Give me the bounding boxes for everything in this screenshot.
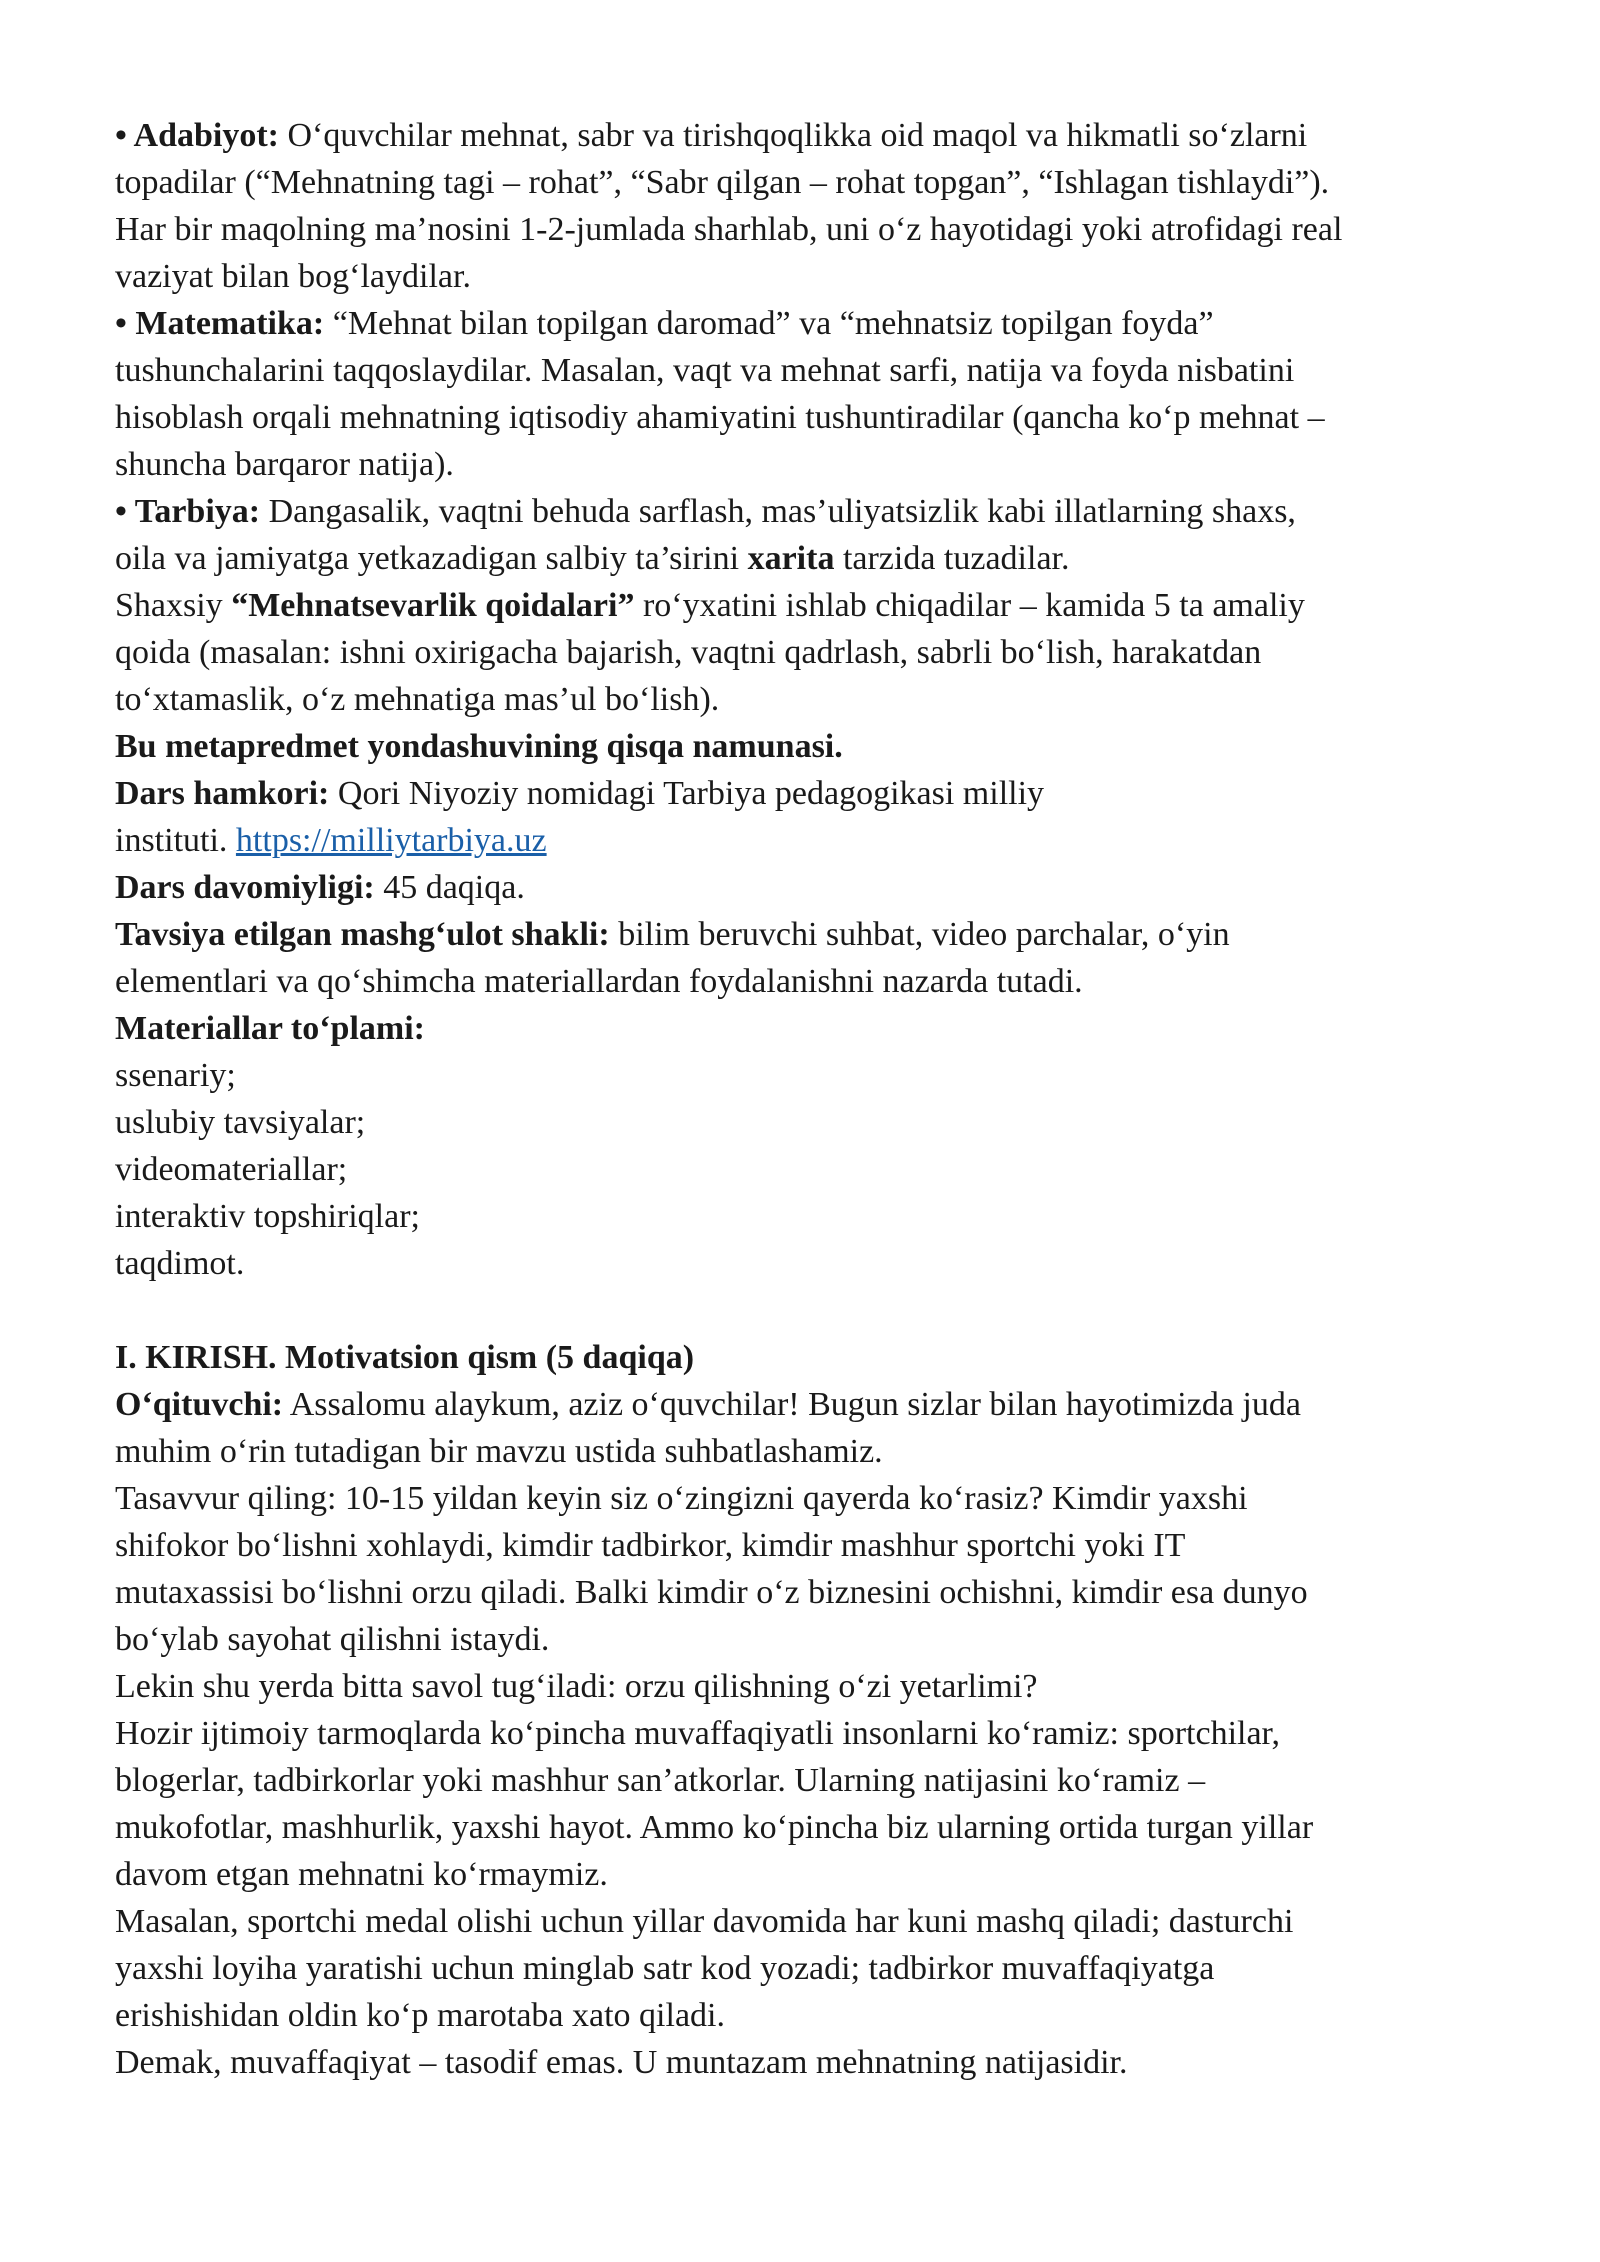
matematika-line-1 [115, 300, 1495, 347]
masalan-line-2: yaxshi loyiha yaratishi uchun minglab satr kod yozadi; tadbirkor muvaffaqiyatga [115, 1950, 1215, 1987]
hozir-line-2: blogerlar, tadbirkorlar yoki mashhur san’atkorlar. Ularning natijasini ko‘ramiz – [115, 1762, 1206, 1799]
adabiyot-line-3: Har bir maqolning ma’nosini 1-2-jumlada sharhlab, uni o‘z hayotidagi yoki atrofidagi real [115, 211, 1343, 248]
materiallar-item: taqdimot. [115, 1245, 245, 1282]
qoidalar-title: “Mehnatsevarlik qoidalari” [231, 587, 635, 624]
oqituvchi-line-1 [115, 1381, 1495, 1428]
shakl-line-2: elementlari va qo‘shimcha materiallardan foydalanishni nazarda tutadi. [115, 963, 1083, 1000]
milliytarbiya-link[interactable]: https://milliytarbiya.uz [235, 822, 547, 859]
adabiyot-line-1 [115, 112, 1495, 159]
masalan-line-1: Masalan, sportchi medal olishi uchun yillar davomida har kuni mashq qiladi; dasturchi [115, 1903, 1294, 1940]
tarbiya-text-2c: tarzida tuzadilar. [834, 540, 1070, 577]
davomiylik-label: Dars davomiyligi: [115, 869, 375, 906]
hozir-line-4: davom etgan mehnatni ko‘rmaymiz. [115, 1856, 608, 1893]
shakl-line-1 [115, 911, 1495, 958]
matematika-line-2: tushunchalarini taqqoslaydilar. Masalan, vaqt va mehnat sarfi, natija va foyda nisbatini [115, 352, 1295, 389]
qoidalar-line-2: qoida (masalan: ishni oxirigacha bajarish, vaqtni qadrlash, sabrli bo‘lish, harakatdan [115, 634, 1262, 671]
adabiyot-line-4: vaziyat bilan bog‘laydilar. [115, 258, 471, 295]
hamkor-line-2 [115, 817, 1495, 864]
hamkor-line-1 [115, 770, 1495, 817]
tarbiya-text: Dangasalik, vaqtni behuda sarflash, mas’uliyatsizlik kabi illatlarning shaxs, [260, 493, 1296, 530]
oqituvchi-line-2: muhim o‘rin tutadigan bir mavzu ustida suhbatlashamiz. [115, 1433, 883, 1470]
matematika-line-3: hisoblash orqali mehnatning iqtisodiy ahamiyatini tushuntiradilar (qancha ko‘p mehnat – [115, 399, 1325, 436]
tasavvur-line-1: Tasavvur qiling: 10-15 yildan keyin siz o‘zingizni qayerda ko‘rasiz? Kimdir yaxshi [115, 1480, 1248, 1517]
tarbiya-line-1 [115, 488, 1495, 535]
materiallar-label: Materiallar to‘plami: [115, 1010, 426, 1047]
davomiylik-line [115, 864, 1495, 911]
hozir-line-3: mukofotlar, mashhurlik, yaxshi hayot. Ammo ko‘pincha biz ularning ortida turgan yillar [115, 1809, 1314, 1846]
savol-line: Lekin shu yerda bitta savol tug‘iladi: orzu qilishning o‘zi yetarlimi? [115, 1668, 1038, 1705]
adabiyot-text: O‘quvchilar mehnat, sabr va tirishqoqlikka oid maqol va hikmatli so‘zlarni [279, 117, 1308, 154]
matematika-line-4: shuncha barqaror natija). [115, 446, 454, 483]
document-page [115, 112, 1495, 2086]
tasavvur-line-3: mutaxassisi bo‘lishni orzu qiladi. Balki kimdir o‘z biznesini ochishni, kimdir esa dunyo [115, 1574, 1308, 1611]
adabiyot-line-2: topadilar (“Mehnatning tagi – rohat”, “Sabr qilgan – rohat topgan”, “Ishlagan tishlaydi”). [115, 164, 1330, 201]
qoidalar-line-3: to‘xtamaslik, o‘z mehnatiga mas’ul bo‘lish). [115, 681, 720, 718]
kirish-heading: I. KIRISH. Motivatsion qism (5 daqiqa) [115, 1339, 695, 1376]
tarbiya-text-2a: oila va jamiyatga yetkazadigan salbiy ta’sirini [115, 540, 748, 577]
tasavvur-line-2: shifokor bo‘lishni xohlaydi, kimdir tadbirkor, kimdir mashhur sportchi yoki IT [115, 1527, 1186, 1564]
hozir-line-1: Hozir ijtimoiy tarmoqlarda ko‘pincha muvaffaqiyatli insonlarni ko‘ramiz: sportchilar, [115, 1715, 1281, 1752]
materiallar-item: ssenariy; [115, 1057, 236, 1094]
namuna-heading: Bu metapredmet yondashuvining qisqa namunasi. [115, 728, 843, 765]
matematika-label: • Matematika: [115, 305, 325, 342]
hamkor-label: Dars hamkori: [115, 775, 330, 812]
oqituvchi-text: Assalomu alaykum, aziz o‘quvchilar! Bugun sizlar bilan hayotimizda juda [283, 1386, 1301, 1423]
shakl-text: bilim beruvchi suhbat, video parchalar, o‘yin [609, 916, 1230, 953]
masalan-line-3: erishishidan oldin ko‘p marotaba xato qiladi. [115, 1997, 725, 2034]
qoidalar-text-1c: ro‘yxatini ishlab chiqadilar – kamida 5 ta amaliy [634, 587, 1305, 624]
materiallar-item: uslubiy tavsiyalar; [115, 1104, 366, 1141]
tasavvur-line-4: bo‘ylab sayohat qilishni istaydi. [115, 1621, 550, 1658]
hamkor-text: Qori Niyoziy nomidagi Tarbiya pedagogikasi milliy [329, 775, 1045, 812]
tarbiya-label: • Tarbiya: [115, 493, 261, 530]
shakl-label: Tavsiya etilgan mashg‘ulot shakli: [115, 916, 610, 953]
oqituvchi-label: O‘qituvchi: [115, 1386, 284, 1423]
hamkor-text-2: instituti. [115, 822, 236, 859]
tarbiya-xarita: xarita [747, 540, 835, 577]
demak-line: Demak, muvaffaqiyat – tasodif emas. U muntazam mehnatning natijasidir. [115, 2044, 1128, 2081]
adabiyot-label: • Adabiyot: [115, 117, 279, 154]
matematika-text: “Mehnat bilan topilgan daromad” va “mehnatsiz topilgan foyda” [324, 305, 1214, 342]
qoidalar-line-1 [115, 582, 1495, 629]
qoidalar-text-1a: Shaxsiy [115, 587, 232, 624]
materiallar-item: videomateriallar; [115, 1151, 348, 1188]
materiallar-item: interaktiv topshiriqlar; [115, 1198, 420, 1235]
tarbiya-line-2 [115, 535, 1495, 582]
davomiylik-value: 45 daqiqa. [374, 869, 525, 906]
spacer [115, 1287, 1495, 1334]
